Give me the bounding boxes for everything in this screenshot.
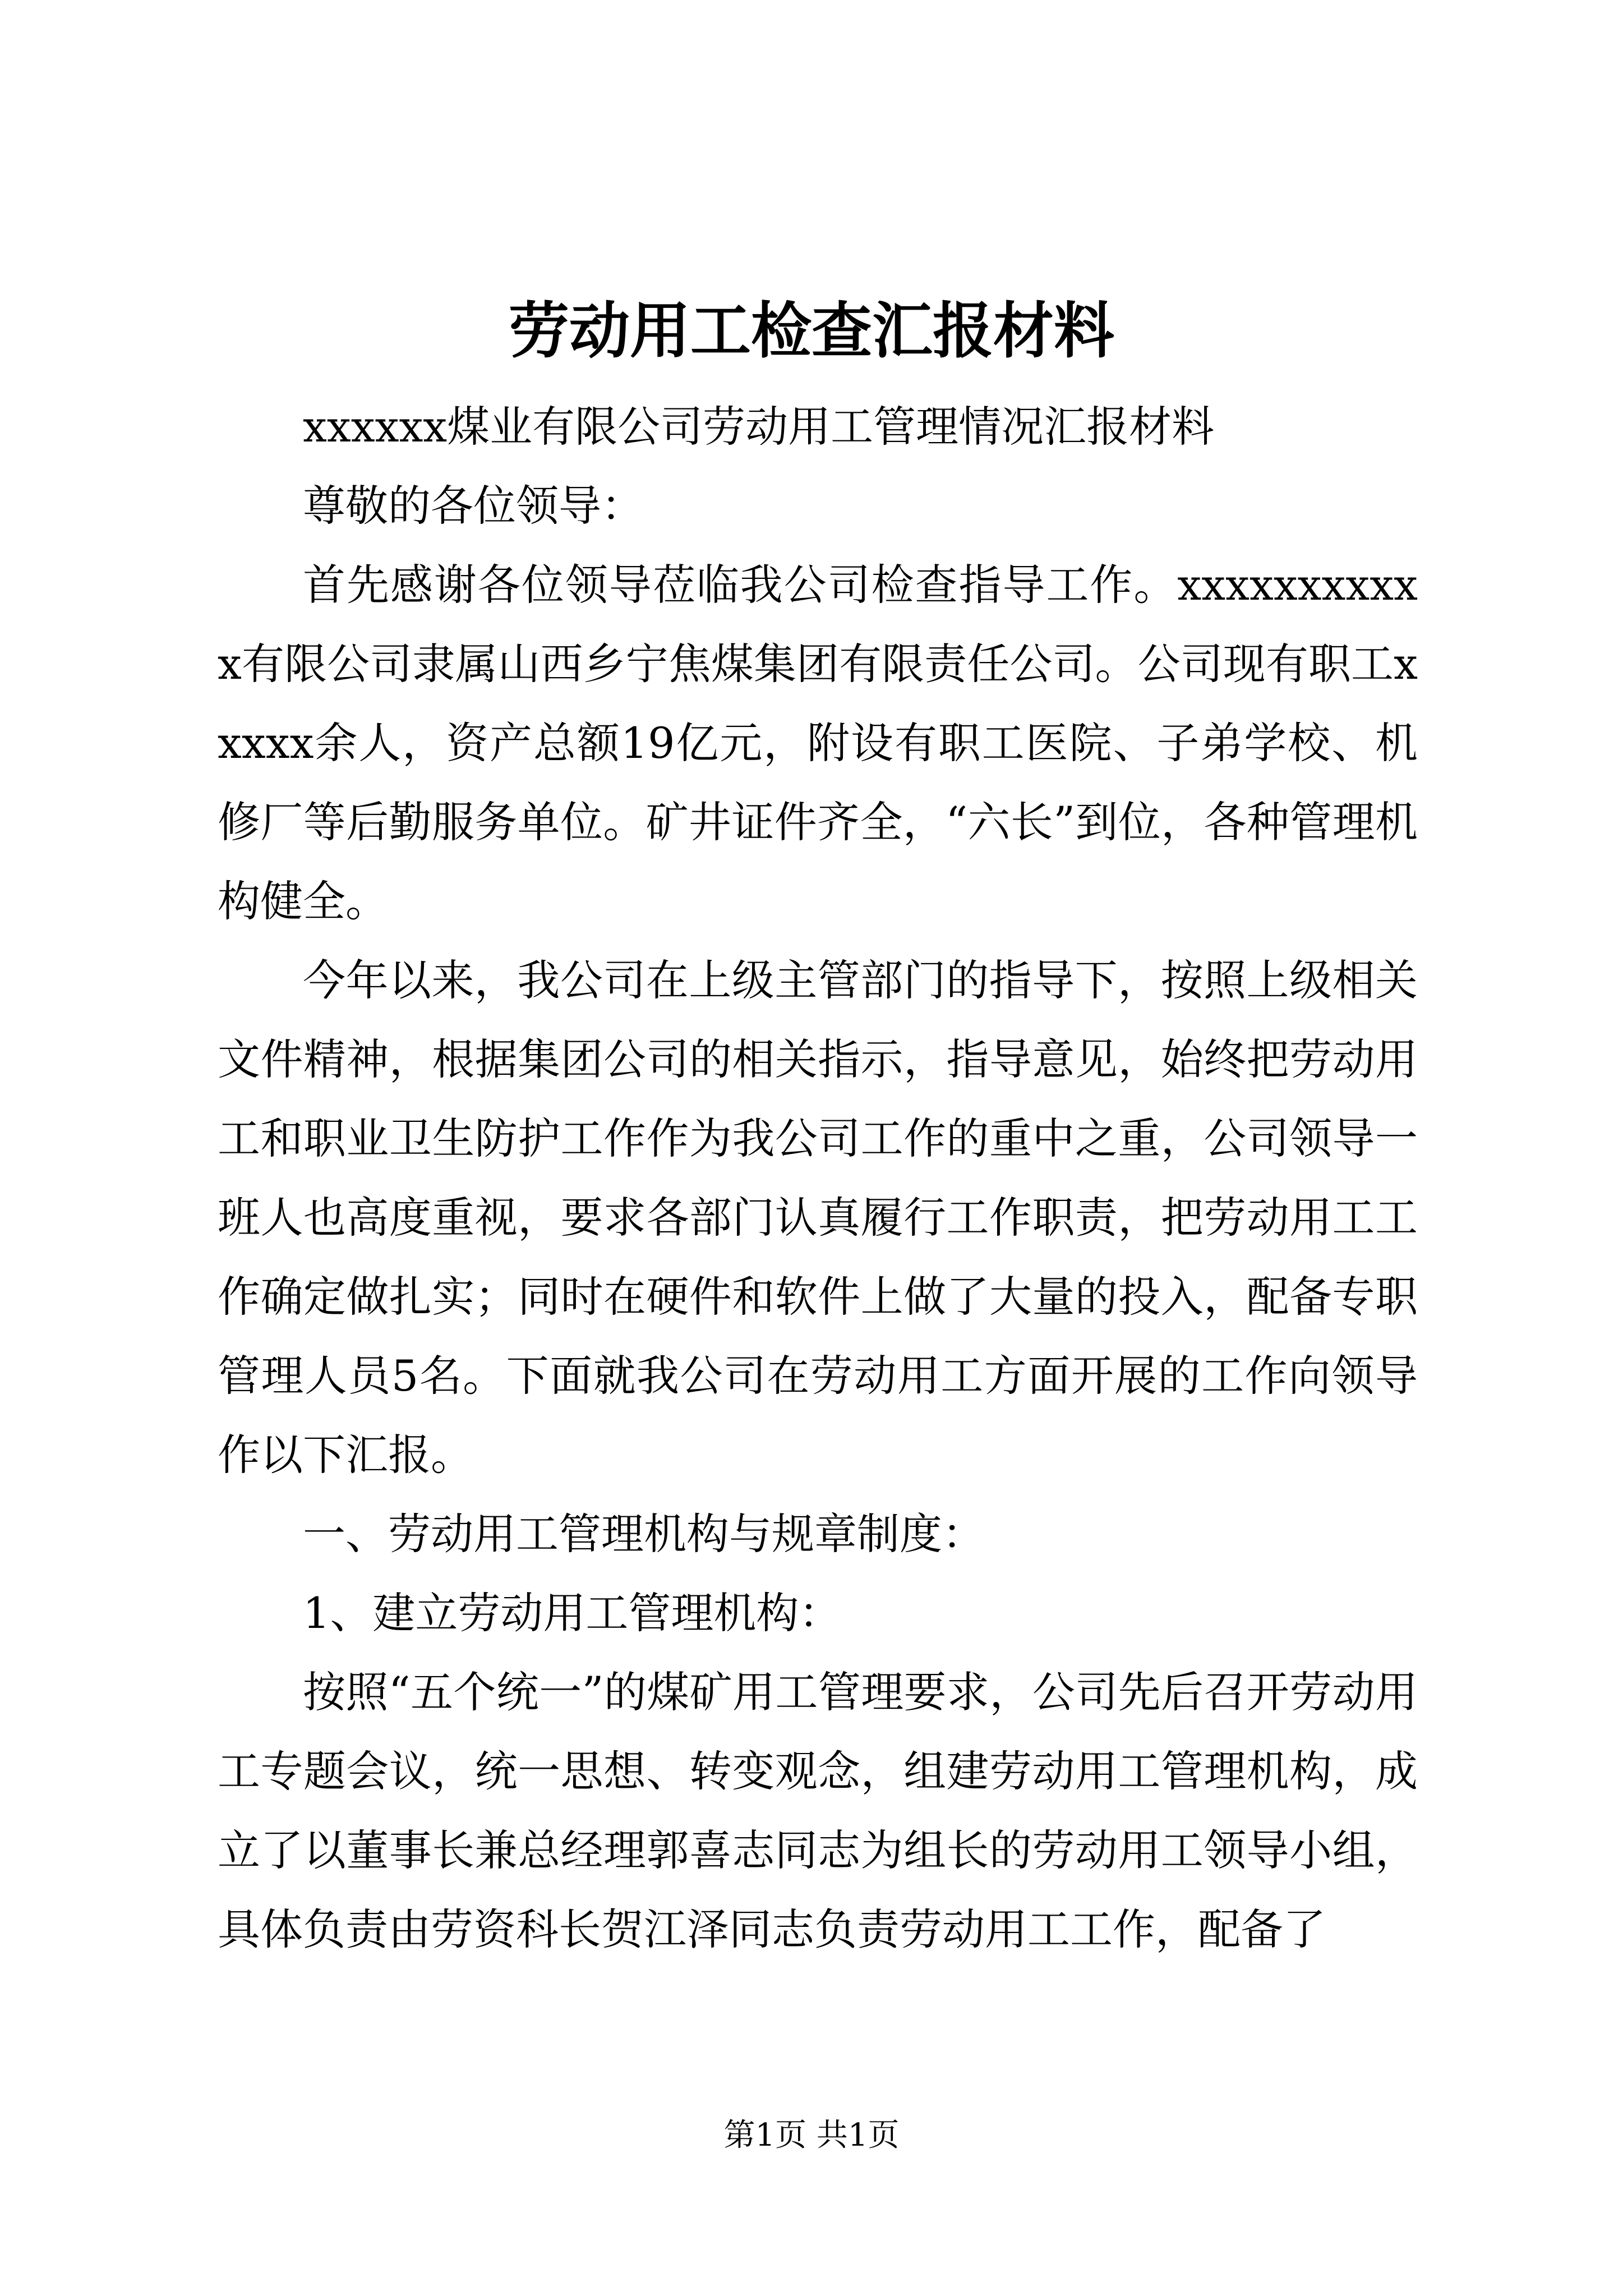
page-footer: 第1页 共1页 bbox=[723, 2117, 900, 2154]
paragraph-section-heading: 一、劳动用工管理机构与规章制度： bbox=[303, 1509, 985, 1559]
paragraph-overview: 今年以来，我公司在上级主管部门的指导下，按照上级相关文件精神，根据集团公司的相关指示，指导意见，始终把劳动用工和职业卫生防护工作作为我公司工作的重中之重，公司领导一班人也高度重视，要求各部门认真履行工作职责，把劳动用工工作确定做扎实；同时在硬件和软件上做了大量的投入，配备专职管理人员5名。下面就我公司在劳动用工方面开展的工作向领导作以下汇报。 bbox=[218, 955, 1418, 1480]
paragraph-organization: 按照“五个统一”的煤矿用工管理要求，公司先后召开劳动用工专题会议，统一思想、转变观念，组建劳动用工管理机构，成立了以董事长兼总经理郭喜志同志为组长的劳动用工领导小组，具体负责由劳资科长贺江泽同志负责劳动用工工作，配备了 bbox=[218, 1667, 1418, 1954]
document-body bbox=[218, 387, 1418, 1969]
paragraph-introduction: 首先感谢各位领导莅临我公司检查指导工作。xxxxxxxxxxx有限公司隶属山西乡宁焦煤集团有限责任公司。公司现有职工xxxxx余人，资产总额19亿元，附设有职工医院、子弟学校、机修厂等后勤服务单位。矿井证件齐全，“六长”到位，各种管理机构健全。 bbox=[218, 560, 1418, 926]
paragraph-subtitle: xxxxxx煤业有限公司劳动用工管理情况汇报材料 bbox=[303, 402, 1215, 452]
document-title: 劳动用工检查汇报材料 bbox=[508, 296, 1114, 366]
paragraph-subsection-heading: 1、建立劳动用工管理机构： bbox=[303, 1588, 842, 1638]
paragraph-salutation: 尊敬的各位领导： bbox=[303, 481, 644, 531]
